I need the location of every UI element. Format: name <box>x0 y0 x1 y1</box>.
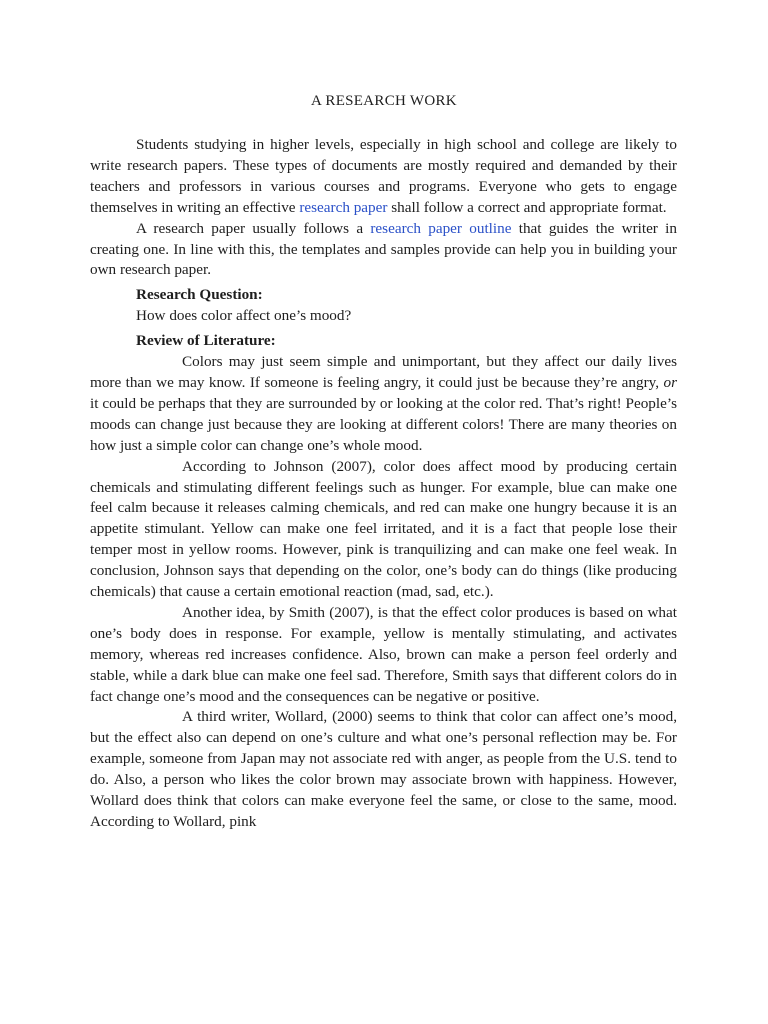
review-paragraph-3: Another idea, by Smith (2007), is that the effect color produces is based on what one’s body does in response. For example, yellow is mentally stimulating, and activates memory, whereas red increases confidence. Also, brown can make a person feel orderly and stable, while a dark blue can make one feel sad. Therefore, Smith says that different colors do in fact change one’s mood and the consequences can be negative or positive. <box>90 603 677 705</box>
intro1-text-before: Students studying in higher levels, especially in high school and college are likely to write research papers. These types of documents are mostly required and demanded by their teachers and professors in various courses and programs. Everyone who gets to engage themselves in writing an effective <box>90 136 677 216</box>
review1-italic-word: or <box>663 373 677 391</box>
research-paper-outline-link[interactable]: research paper outline <box>370 219 512 237</box>
intro-paragraph-1 <box>90 135 677 219</box>
research-question-heading: Research Question: <box>136 286 263 304</box>
review-paragraph-4: A third writer, Wollard, (2000) seems to think that color can affect one’s mood, but the effect also can depend on one’s culture and what one’s personal reflection may be. For example, someone from Japan may not associate red with anger, as people from the U.S. tend to do. Also, a person who likes the color brown may associate brown with happiness. However, Wollard does think that colors can make everyone feel the same, or close to the same, mood. According to Wollard, pink <box>90 708 677 830</box>
document-title: A RESEARCH WORK <box>311 93 457 109</box>
review-paragraph-1 <box>90 352 677 457</box>
intro-paragraph-2 <box>90 219 677 282</box>
review-paragraph-2: According to Johnson (2007), color does affect mood by producing certain chemicals and stimulating different feelings such as hunger. For example, blue can make one feel calm because it releases calming chemicals, and red can make one hungry because it is an appetite stimulant. Yellow can make one feel irritated, and it is a fact that people lose their temper most in yellow rooms. However, pink is tranquilizing and can make one feel weak. In conclusion, Johnson says that depending on the color, one’s body can do things (like producing chemicals) that cause a certain emotional reaction (mad, sad, etc.). <box>90 457 677 601</box>
intro2-text-before: A research paper usually follows a <box>136 219 371 237</box>
intro1-text-after: shall follow a correct and appropriate format. <box>387 198 667 216</box>
research-paper-link[interactable]: research paper <box>299 198 388 216</box>
review1-text-part1: Colors may just seem simple and unimportant, but they affect our daily lives more than we may know. If someone is feeling angry, it could just be because they’re angry, <box>90 353 677 391</box>
review-of-literature-heading: Review of Literature: <box>136 332 276 350</box>
research-question-text: How does color affect one’s mood? <box>136 307 352 325</box>
review1-text-part2: it could be perhaps that they are surrounded by or looking at the color red. That’s right! People’s moods can change just because they are looking at different colors! There are many theories on how just a simple color can change one’s whole mood. <box>90 394 677 454</box>
document-body <box>90 135 677 833</box>
intro2-text-after: that guides the writer in creating one. In line with this, the templates and samples provide can help you in building your own research paper. <box>90 219 677 279</box>
